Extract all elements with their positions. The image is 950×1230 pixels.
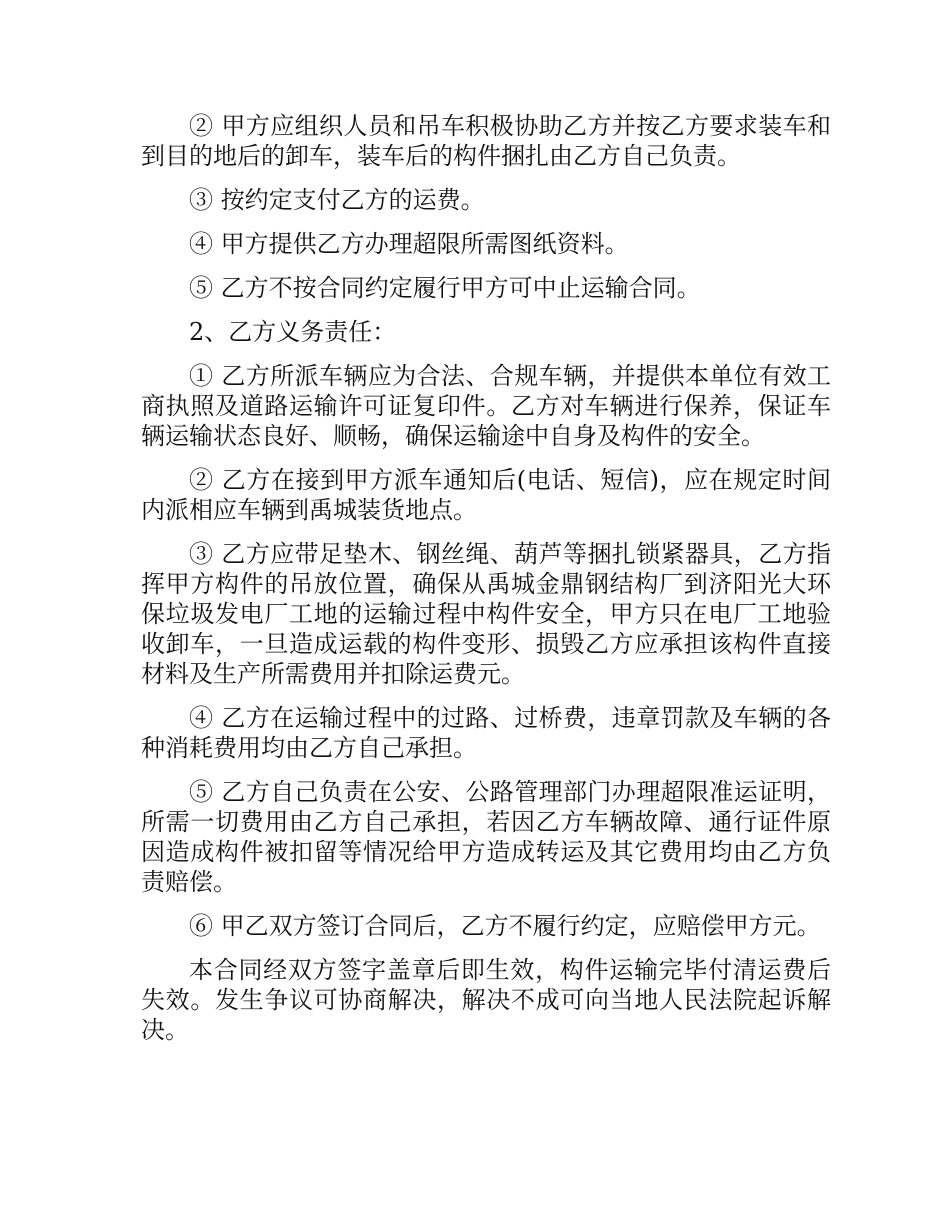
paragraph-terminate-contract: ⑤ 乙方不按合同约定履行甲方可中止运输合同。 [189,274,701,302]
section-heading-party-b-duties: 2、乙方义务责任： [189,318,397,346]
paragraph-party-a-loading: ② 甲方应组织人员和吊车积极协助乙方并按乙方要求装车和到目的地后的卸车，装车后的构件捆扎由乙方自己负责。 [141,112,831,170]
paragraph-effective-clause: 本合同经双方签字盖章后即生效，构件运输完毕付清运费后失效。发生争议可协商解决，解决不成可向当地人民法院起诉解决。 [141,956,831,1044]
paragraph-legal-vehicles: ① 乙方所派车辆应为合法、合规车辆，并提供本单位有效工商执照及道路运输许可证复印件。乙方对车辆进行保养，保证车辆运输状态良好、顺畅，确保运输途中自身及构件的安全。 [141,362,831,450]
paragraph-road-fees: ④ 乙方在运输过程中的过路、过桥费，违章罚款及车辆的各种消耗费用均由乙方自己承担。 [141,704,831,762]
paragraph-pay-freight: ③ 按约定支付乙方的运费。 [189,186,485,214]
paragraph-breach-compensation: ⑥ 甲乙双方签订合同后，乙方不履行约定，应赔偿甲方元。 [189,912,821,940]
paragraph-provide-drawings: ④ 甲方提供乙方办理超限所需图纸资料。 [189,230,629,258]
document-body [141,111,831,1059]
paragraph-dispatch-vehicles: ② 乙方在接到甲方派车通知后(电话、短信)，应在规定时间内派相应车辆到禹城装货地点。 [141,466,831,524]
paragraph-oversize-permit: ⑤ 乙方自己负责在公安、公路管理部门办理超限准运证明，所需一切费用由乙方自己承担，若因乙方车辆故障、通行证件原因造成构件被扣留等情况给甲方造成转运及其它费用均由乙方负责赔偿。 [141,778,831,896]
paragraph-binding-equipment: ③ 乙方应带足垫木、钢丝绳、葫芦等捆扎锁紧器具，乙方指挥甲方构件的吊放位置，确保从禹城金鼎钢结构厂到济阳光大环保垃圾发电厂工地的运输过程中构件安全，甲方只在电厂工地验收卸车，一旦造成运载的构件变形、损毁乙方应承担该构件直接材料及生产所需费用并扣除运费元。 [141,540,831,688]
